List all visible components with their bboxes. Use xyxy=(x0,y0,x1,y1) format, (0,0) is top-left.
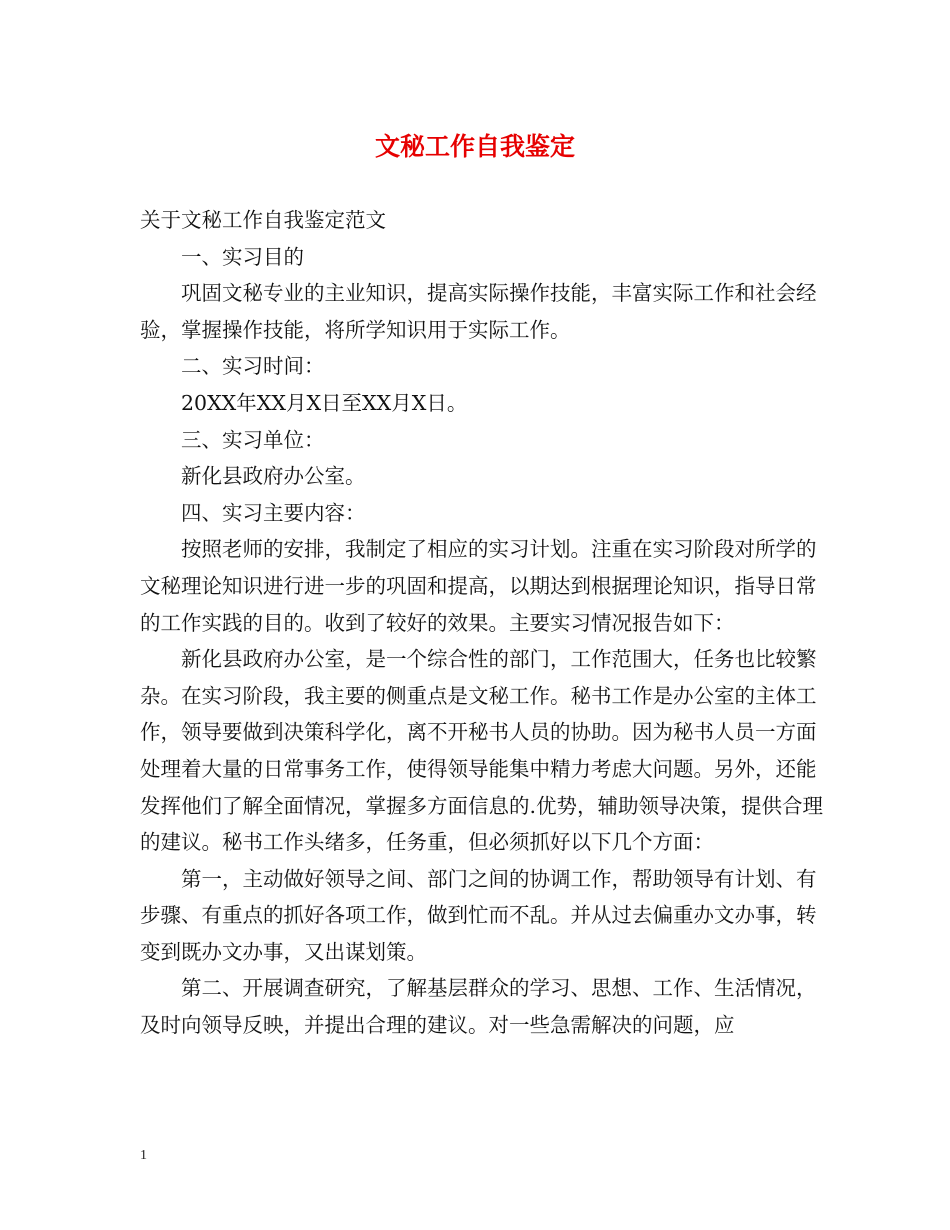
paragraph-office: 新化县政府办公室，是一个综合性的部门，工作范围大，任务也比较繁杂。在实习阶段，我主要的侧重点是文秘工作。秘书工作是办公室的主体工作，领导要做到决策科学化，离不开秘书人员的协助。因为秘书人员一方面处理着大量的日常事务工作，使得领导能集中精力考虑大问题。另外，还能发挥他们了解全面情况，掌握多方面信息的.优势，辅助领导决策，提供合理的建议。秘书工作头绪多，任务重，但必须抓好以下几个方面： xyxy=(140,647,824,855)
section-heading-purpose: 一、实习目的 xyxy=(181,244,304,269)
paragraph-plan: 按照老师的安排，我制定了相应的实习计划。注重在实习阶段对所学的文秘理论知识进行进一步的巩固和提高，以期达到根据理论知识，指导日常的工作实践的目的。收到了较好的效果。主要实习情况报告如下： xyxy=(140,537,817,635)
paragraph-unit: 新化县政府办公室。 xyxy=(181,464,366,489)
section-heading-content: 四、实习主要内容： xyxy=(181,500,366,525)
page-number: 1 xyxy=(140,1148,147,1163)
document-title: 文秘工作自我鉴定 xyxy=(374,132,575,161)
document-subtitle: 关于文秘工作自我鉴定范文 xyxy=(140,208,386,232)
section-heading-unit: 三、实习单位： xyxy=(181,427,325,452)
paragraph-first-point: 第一，主动做好领导之间、部门之间的协调工作，帮助领导有计划、有步骤、有重点的抓好各项工作，做到忙而不乱。并从过去偏重办文办事，转变到既办文办事，又出谋划策。 xyxy=(140,866,817,964)
paragraph-time: 20XX年XX月X日至XX月X日。 xyxy=(181,390,468,415)
section-heading-time: 二、实习时间： xyxy=(181,354,325,379)
document-body xyxy=(140,202,830,1044)
paragraph-purpose: 巩固文秘专业的主业知识，提高实际操作技能，丰富实际工作和社会经验，掌握操作技能，将所学知识用于实际工作。 xyxy=(140,281,817,342)
paragraph-second-point: 第二、开展调查研究，了解基层群众的学习、思想、工作、生活情况，及时向领导反映，并提出合理的建议。对一些急需解决的问题，应 xyxy=(140,976,817,1038)
